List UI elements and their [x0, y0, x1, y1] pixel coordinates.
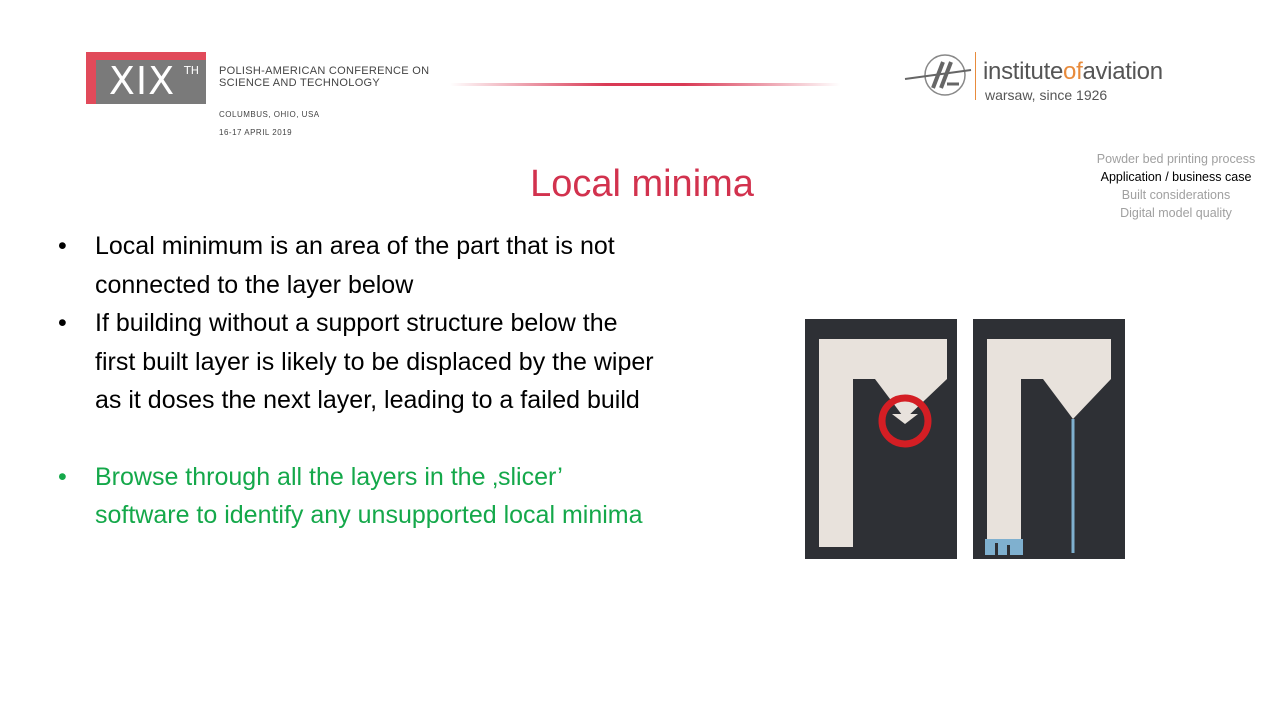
header-divider [450, 83, 840, 86]
highlight-bullet: • Browse through all the layers in the ‚slicer’ software to identify any unsupported local minima [58, 458, 658, 535]
bullet-spacer [58, 420, 658, 458]
slide-title: Local minima [530, 163, 754, 205]
slicer-image-supported [973, 319, 1125, 559]
bullet-list [58, 227, 658, 535]
institute-name-part2: of [1063, 58, 1083, 85]
bullet-item: • If building without a support structure below the first built layer is likely to be displaced by the wiper as it doses the next layer, leading to a failed build [58, 304, 658, 420]
conference-edition-suffix: TH [184, 64, 199, 77]
institute-logo-divider [975, 52, 976, 100]
conference-name: POLISH-AMERICAN CONFERENCE ON SCIENCE AND TECHNOLOGY [219, 65, 430, 89]
nav-item-powder-bed[interactable]: Powder bed printing process [1096, 152, 1256, 166]
institute-tagline: warsaw, since 1926 [985, 87, 1108, 103]
conference-location: COLUMBUS, OHIO, USA [219, 110, 320, 119]
conference-edition: XIX [108, 59, 176, 103]
institute-name [983, 58, 1163, 86]
bullet-item: • Local minimum is an area of the part that is not connected to the layer below [58, 227, 658, 304]
nav-item-application[interactable]: Application / business case [1100, 170, 1252, 184]
nav-item-built-considerations[interactable]: Built considerations [1121, 188, 1231, 202]
nav-item-digital-model-quality[interactable]: Digital model quality [1120, 206, 1232, 220]
institute-name-part3: aviation [1082, 58, 1163, 85]
section-nav [1080, 150, 1272, 222]
slicer-image-unsupported [805, 319, 957, 559]
institute-name-part1: institute [983, 58, 1064, 85]
conference-dates: 16-17 APRIL 2019 [219, 128, 293, 137]
aviation-emblem-icon [903, 50, 973, 100]
